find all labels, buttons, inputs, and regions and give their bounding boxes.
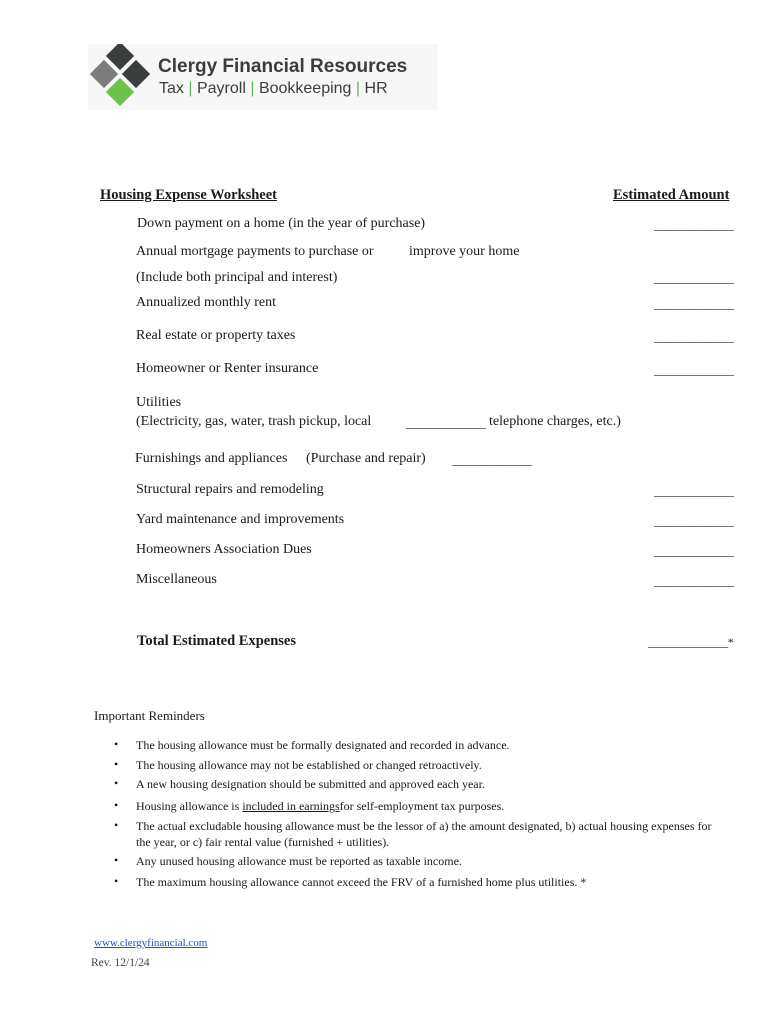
reminder-item: The housing allowance must be formally designated and recorded in advance.	[136, 738, 510, 752]
logo-right-diamond	[122, 60, 150, 88]
reminder-item: The housing allowance may not be established or changed retroactively.	[136, 758, 482, 772]
logo-left-diamond	[90, 60, 118, 88]
bullet-icon: •	[114, 776, 119, 790]
item-rent: Annualized monthly rent	[136, 295, 276, 310]
item-utilities-details-cont: telephone charges, etc.)	[489, 414, 621, 429]
logo-separator: |	[355, 80, 361, 97]
amount-blank-down-payment: ______________	[654, 218, 734, 232]
bullet-icon: •	[114, 737, 119, 751]
item-structural-repairs: Structural repairs and remodeling	[136, 482, 324, 497]
item-mortgage-line1-cont: improve your home	[409, 244, 520, 259]
logo-company-name: Clergy Financial Resources	[158, 56, 408, 77]
item-utilities-title: Utilities	[136, 395, 182, 410]
logo-tagline	[159, 80, 388, 98]
total-label: Total Estimated Expenses	[137, 633, 296, 649]
amount-blank-mortgage: ______________	[654, 271, 734, 285]
logo-tag-hr: HR	[364, 80, 388, 97]
item-property-taxes: Real estate or property taxes	[136, 328, 296, 343]
logo-diamond-icon	[88, 44, 154, 110]
bullet-icon: •	[114, 798, 119, 812]
logo-bottom-diamond	[106, 78, 134, 106]
reminder-item-prefix: Housing allowance is	[136, 799, 243, 813]
amount-blank-yard: ______________	[654, 514, 734, 528]
total-amount-blank: ______________*	[648, 635, 734, 649]
item-insurance: Homeowner or Renter insurance	[136, 361, 319, 376]
reminders-title: Important Reminders	[94, 708, 205, 723]
reminder-item-underlined: included in earnings	[242, 799, 340, 813]
logo-separator: |	[188, 80, 193, 97]
amount-blank-insurance: ______________	[654, 363, 734, 377]
item-utilities-details: (Electricity, gas, water, trash pickup, local	[136, 414, 372, 429]
worksheet-title: Housing Expense Worksheet	[100, 187, 277, 203]
logo-separator: |	[250, 80, 255, 97]
amount-blank-structural: ______________	[654, 484, 734, 498]
reminder-item: The actual excludable housing allowance must be the lessor of a) the amount designated, b) actual housing expenses for the year, or c) fair rental value (furnished + utilities).	[136, 819, 712, 849]
amount-blank-misc: ______________	[654, 574, 734, 588]
reminder-item: A new housing designation should be submitted and approved each year.	[136, 777, 485, 791]
reminder-item: The maximum housing allowance cannot exceed the FRV of a furnished home plus utilities. *	[136, 875, 587, 889]
logo-tag-bookkeeping: Bookkeeping	[258, 80, 352, 97]
revision-date: Rev. 12/1/24	[91, 957, 150, 969]
reminder-item	[136, 798, 726, 814]
bullet-icon: •	[114, 853, 119, 867]
website-link[interactable]: www.clergyfinancial.com	[94, 937, 208, 949]
item-mortgage-line2: (Include both principal and interest)	[136, 270, 338, 285]
amount-blank-hoa: ______________	[654, 544, 734, 558]
item-yard-maintenance: Yard maintenance and improvements	[136, 512, 345, 527]
reminder-item-suffix: for self-employment tax purposes.	[339, 799, 505, 813]
amount-blank-rent: ______________	[654, 297, 734, 311]
bullet-icon: •	[114, 874, 119, 888]
item-furnishings-note: (Purchase and repair)	[306, 451, 426, 466]
bullet-icon: •	[114, 757, 119, 771]
logo-tag-tax: Tax	[159, 80, 184, 97]
reminder-item: Any unused housing allowance must be reported as taxable income.	[136, 854, 462, 868]
item-mortgage-line1: Annual mortgage payments to purchase or	[136, 244, 374, 259]
item-furnishings: Furnishings and appliances	[135, 451, 288, 466]
logo-tag-payroll: Payroll	[196, 80, 246, 97]
item-hoa-dues: Homeowners Association Dues	[136, 542, 312, 557]
amount-column-header: Estimated Amount	[613, 187, 730, 203]
amount-blank-utilities: ______________	[406, 416, 486, 430]
item-down-payment: Down payment on a home (in the year of purchase)	[137, 216, 426, 231]
item-miscellaneous: Miscellaneous	[136, 572, 217, 587]
amount-blank-taxes: ______________	[654, 330, 734, 344]
amount-blank-furnishings: ______________	[452, 453, 532, 467]
company-logo	[88, 44, 438, 110]
bullet-icon: •	[114, 818, 119, 832]
